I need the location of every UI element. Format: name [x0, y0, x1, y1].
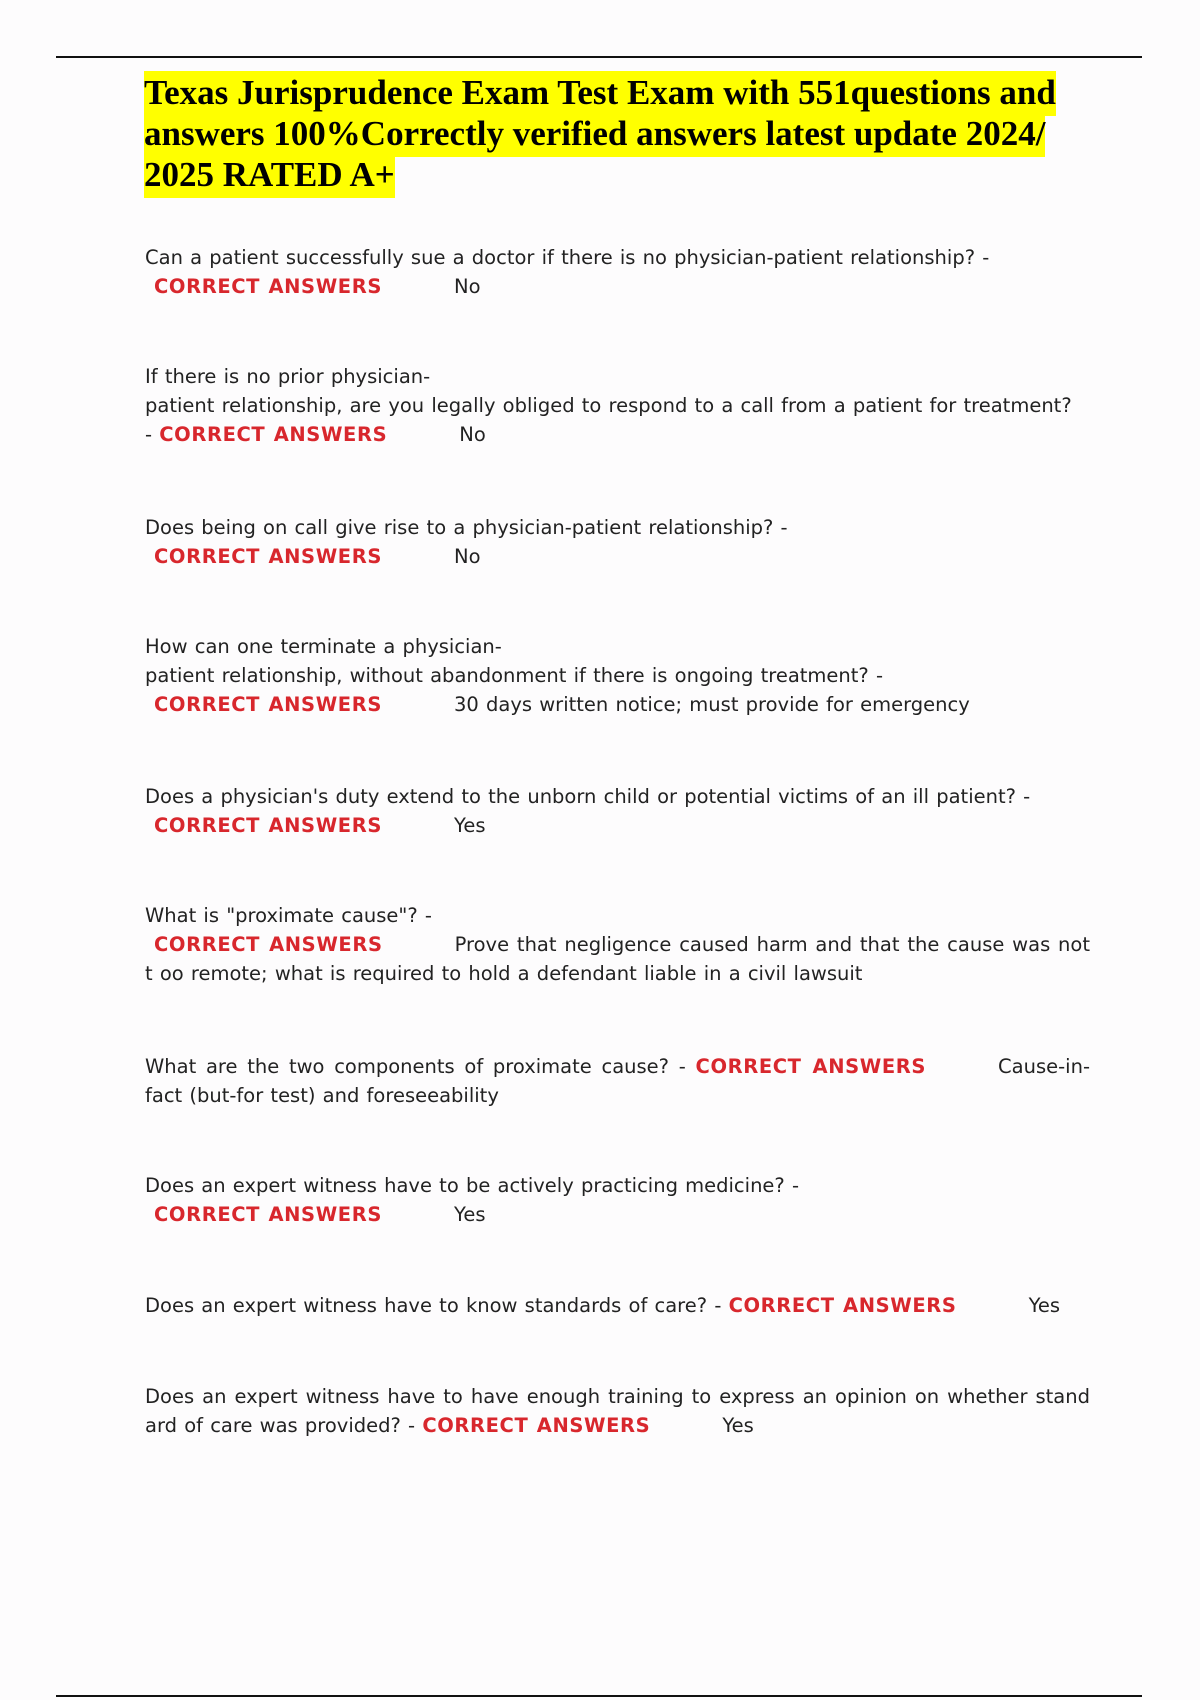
question-text-line-1: If there is no prior physician-: [145, 365, 431, 388]
answer-text: No: [454, 545, 481, 568]
answer-text: Yes: [454, 814, 486, 837]
question-text: Does an expert witness have to be actively practicing medicine? -: [145, 1174, 800, 1197]
qa-item-5: [145, 782, 1090, 840]
answer-text: 30 days written notice; must provide for emergency: [454, 693, 970, 716]
question-text-line-2: patient relationship, are you legally obliged to respond to a call from a patient for treatment?: [145, 394, 1072, 417]
qa-item-8: [145, 1171, 1090, 1229]
question-text: What are the two components of proximate cause? -: [145, 1055, 686, 1078]
answer-text: No: [454, 275, 481, 298]
title-highlight: Texas Jurisprudence Exam Test Exam with 551questions and answers 100%Correctly verified answers latest update 2024/ 2025 RATED A+: [144, 71, 1056, 198]
correct-answers-label: CORRECT ANSWERS: [154, 933, 383, 956]
answer-text: Yes: [454, 1203, 486, 1226]
bottom-rule: [56, 1695, 1142, 1697]
correct-answers-label: CORRECT ANSWERS: [159, 423, 388, 446]
qa-item-6: [145, 901, 1090, 988]
qa-item-9: [145, 1291, 1090, 1320]
correct-answers-label: CORRECT ANSWERS: [154, 693, 382, 716]
question-text: Can a patient successfully sue a doctor if there is no physician-patient relationship? -: [145, 246, 990, 269]
qa-item-10: [145, 1382, 1090, 1440]
answer-text: Yes: [722, 1414, 754, 1437]
answer-text: Cause-in-fact (but-for test) and foreseeability: [145, 1055, 1090, 1107]
question-text: What is "proximate cause"? -: [145, 904, 432, 927]
document-title: [144, 72, 1094, 195]
answer-text: Prove that negligence caused harm and that the cause was not t oo remote; what is required to hold a defendant liable in a civil lawsuit: [145, 933, 1090, 985]
answer-text: Yes: [1028, 1294, 1061, 1317]
question-text-line-1: How can one terminate a physician-: [145, 635, 502, 658]
correct-answers-label: CORRECT ANSWERS: [154, 275, 382, 298]
correct-answers-label: CORRECT ANSWERS: [422, 1414, 651, 1437]
answer-text: No: [459, 423, 486, 446]
correct-answers-label: CORRECT ANSWERS: [154, 545, 382, 568]
qa-item-1: [145, 243, 1090, 301]
qa-item-2: If there is no prior physician- patient relationship, are you legally obliged to respond to a call from a patient for treatment? - CORRECT ANSWERS No: [145, 365, 1072, 446]
correct-answers-label: CORRECT ANSWERS: [154, 1203, 382, 1226]
question-text: Does a physician's duty extend to the unborn child or potential victims of an ill patient? -: [145, 785, 1031, 808]
question-text: Does an expert witness have to know standards of care? -: [145, 1294, 722, 1317]
correct-answers-label: CORRECT ANSWERS: [728, 1294, 957, 1317]
qa-item-4: [145, 632, 1090, 719]
question-text: Does an expert witness have to have enough training to express an opinion on whether stand ard of care was provided? -: [145, 1385, 1090, 1437]
question-text: Does being on call give rise to a physician-patient relationship? -: [145, 516, 788, 539]
qa-item-3: [145, 513, 1090, 571]
correct-answers-label: CORRECT ANSWERS: [154, 814, 382, 837]
top-rule: [56, 56, 1142, 58]
correct-answers-label: CORRECT ANSWERS: [695, 1055, 927, 1078]
question-text-line-2: patient relationship, without abandonment if there is ongoing treatment? -: [145, 664, 884, 687]
qa-item-7: [145, 1052, 1090, 1110]
